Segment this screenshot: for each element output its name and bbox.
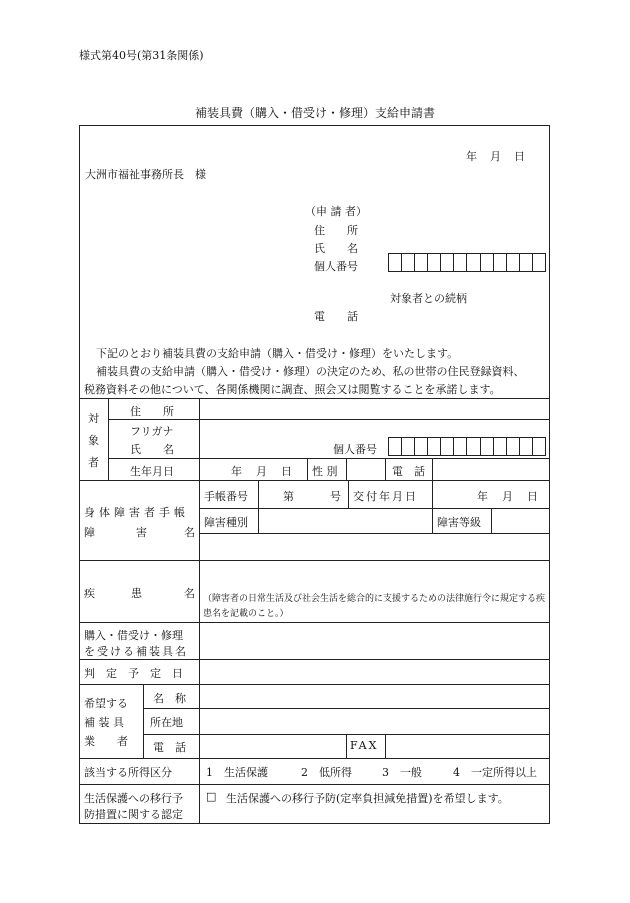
vendor-label-line-1: 希望する bbox=[84, 697, 128, 710]
transition-label-line-1: 生活保護への移行予 bbox=[84, 792, 183, 805]
transition-label-line-2: 防措置に関する認定 bbox=[84, 808, 183, 821]
disease-note-line-2: 患名を記載のこと。） bbox=[203, 609, 289, 619]
disease-label-a: 疾 bbox=[84, 587, 95, 600]
rule bbox=[432, 480, 433, 533]
birth-year: 年 bbox=[231, 465, 242, 478]
disability-type-label: 障害種別 bbox=[204, 516, 248, 529]
applicant-heading: （申 請 者） bbox=[305, 205, 367, 218]
statement-line-1: 下記のとおり補装具費の支給申請（購入・借受け・修理）をいたします。 bbox=[96, 347, 459, 360]
applicant-phone-label: 電 話 bbox=[314, 310, 358, 323]
rule bbox=[79, 758, 550, 759]
issue-month: 月 bbox=[502, 490, 513, 503]
date-year: 年 bbox=[466, 150, 477, 163]
income-label: 該当する所得区分 bbox=[84, 766, 172, 779]
vendor-fax-label: FAX bbox=[350, 739, 379, 752]
rule bbox=[143, 684, 144, 758]
rule bbox=[108, 398, 109, 480]
disability-name-label-b: 害 bbox=[136, 526, 147, 539]
issue-day: 日 bbox=[527, 490, 538, 503]
subject-group-label-2: 象 bbox=[88, 434, 99, 447]
rule bbox=[385, 458, 386, 480]
transition-text: 生活保護への移行予防(定率負担減免措置)を希望します。 bbox=[226, 792, 509, 805]
rule bbox=[79, 622, 550, 623]
rule bbox=[432, 458, 433, 480]
disability-grade-label: 障害等級 bbox=[437, 516, 481, 529]
disease-note-line-1: （障害者の日常生活及び社会生活を総合的に支援するための法律施行令に規定する疾 bbox=[203, 594, 546, 604]
income-option-1[interactable]: 1 生活保護 bbox=[206, 766, 268, 779]
planned-date-label: 判 定 予 定 日 bbox=[84, 667, 183, 680]
transition-checkbox[interactable]: □ bbox=[206, 790, 217, 803]
disease-label-c: 名 bbox=[184, 587, 195, 600]
subject-address-label: 住 所 bbox=[130, 405, 174, 418]
rule bbox=[199, 508, 550, 509]
rule bbox=[108, 458, 550, 459]
rule bbox=[348, 480, 349, 508]
subject-group-label-3: 者 bbox=[88, 456, 99, 469]
rule bbox=[79, 684, 550, 685]
disease-label-b: 患 bbox=[131, 587, 142, 600]
number-suffix: 号 bbox=[330, 490, 341, 503]
income-option-2[interactable]: 2 低所得 bbox=[301, 766, 352, 779]
subject-mynumber-label: 個人番号 bbox=[333, 443, 377, 456]
vendor-name-label: 名 称 bbox=[153, 692, 186, 705]
subject-phone-label: 電 話 bbox=[392, 465, 425, 478]
number-prefix: 第 bbox=[283, 490, 294, 503]
rule bbox=[199, 398, 200, 824]
vendor-phone-label: 電 話 bbox=[153, 741, 186, 754]
rule bbox=[79, 659, 550, 660]
income-option-3[interactable]: 3 一般 bbox=[382, 766, 422, 779]
rule bbox=[346, 734, 347, 758]
device-label-line-2: を受ける補装具名 bbox=[84, 645, 188, 658]
rule bbox=[199, 533, 550, 534]
statement-line-2: 補装具費の支給申請（購入・借受け・修理）の決定のため、私の世帯の住民登録資料、 bbox=[96, 365, 525, 378]
vendor-label-line-3: 業 者 bbox=[84, 735, 128, 748]
notebook-number-label: 手帳番号 bbox=[204, 490, 248, 503]
subject-name-label: 氏 名 bbox=[130, 443, 174, 456]
statement-line-3: 税務資料その他について、各関係機関に調査、照会又は閲覧することを承諾します。 bbox=[84, 383, 501, 396]
vendor-location-label: 所在地 bbox=[150, 716, 183, 729]
income-option-4[interactable]: 4 一定所得以上 bbox=[453, 766, 537, 779]
birth-day: 日 bbox=[281, 465, 292, 478]
issue-date-label: 交付年月日 bbox=[353, 490, 418, 503]
subject-birth-label: 生年月日 bbox=[130, 465, 174, 478]
document-title: 補装具費（購入・借受け・修理）支給申請書 bbox=[194, 106, 435, 120]
applicant-mynumber-boxes[interactable] bbox=[388, 253, 546, 272]
rule bbox=[346, 458, 347, 480]
disability-name-label-c: 名 bbox=[184, 526, 195, 539]
rule bbox=[79, 398, 550, 399]
rule bbox=[385, 734, 386, 758]
issue-year: 年 bbox=[477, 490, 488, 503]
birth-month: 月 bbox=[256, 465, 267, 478]
device-label-line-1: 購入・借受け・修理 bbox=[84, 629, 183, 642]
rule bbox=[258, 480, 259, 533]
applicant-mynumber-label: 個人番号 bbox=[314, 260, 358, 273]
rule bbox=[79, 784, 550, 785]
subject-group-label-1: 対 bbox=[88, 412, 99, 425]
date-month: 月 bbox=[490, 150, 501, 163]
disability-name-label-a: 障 bbox=[84, 526, 95, 539]
applicant-name-label: 氏 名 bbox=[314, 242, 358, 255]
rule bbox=[491, 508, 492, 533]
vendor-label-line-2: 補 装 具 bbox=[84, 716, 124, 729]
rule bbox=[108, 419, 550, 420]
date-day: 日 bbox=[514, 150, 525, 163]
rule bbox=[79, 480, 550, 481]
rule bbox=[79, 560, 550, 561]
applicant-address-label: 住 所 bbox=[314, 224, 358, 237]
disability-notebook-label: 身体障害者手帳 bbox=[84, 506, 189, 519]
subject-mynumber-boxes[interactable] bbox=[388, 437, 546, 456]
subject-sex-label: 性 別 bbox=[312, 465, 338, 478]
rule bbox=[307, 458, 308, 480]
subject-furigana-label: フリガナ bbox=[130, 425, 174, 438]
form-number: 様式第40号(第31条関係) bbox=[79, 49, 204, 62]
rule bbox=[143, 708, 550, 709]
addressee: 大洲市福祉事務所長 様 bbox=[85, 168, 206, 181]
applicant-relation-label: 対象者との続柄 bbox=[390, 292, 467, 305]
